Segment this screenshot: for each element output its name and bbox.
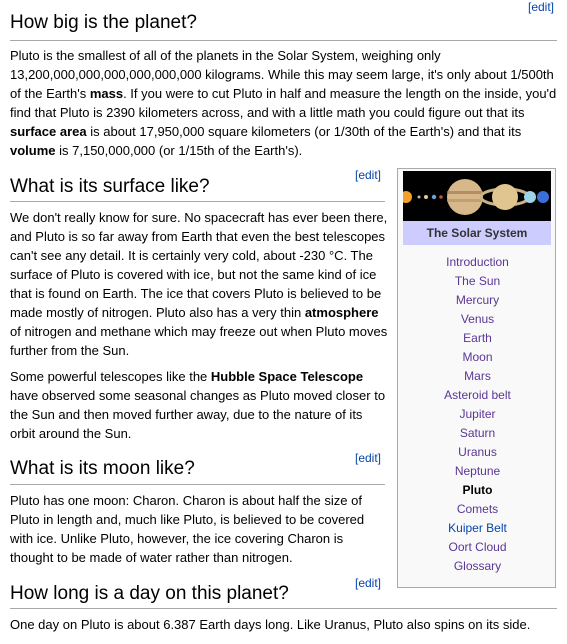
infobox-item-mars[interactable] xyxy=(398,367,557,386)
infobox-item-label[interactable]: Mercury xyxy=(455,293,500,307)
infobox-item-pluto xyxy=(398,481,557,500)
infobox-item-label[interactable]: Venus xyxy=(460,312,495,326)
paragraph-day: One day on Pluto is about 6.387 Earth days long. Like Uranus, Pluto also spins on its side. xyxy=(10,617,531,632)
paragraph-moon: Pluto has one moon: Charon. Charon is about half the size of Pluto in length and, much like Pluto, is believed to be covered with ice. Unlike Pluto, however, the ice covering Charon is thought to be made of water rather than nitrogen. xyxy=(10,493,365,565)
infobox-item-label[interactable]: Asteroid belt xyxy=(444,388,511,402)
infobox-item-label[interactable]: Glossary xyxy=(453,559,502,573)
infobox-item-glossary[interactable] xyxy=(398,557,557,576)
infobox-item-label[interactable]: Moon xyxy=(462,350,493,364)
infobox-item-label[interactable]: Neptune xyxy=(454,464,501,478)
paragraph-surface-1: We don't really know for sure. No spacecraft has ever been there, and Pluto is so far away from Earth that even the best telescopes can't see any detail. It is certainly very cold, about -230 °C. The surface of Pluto is covered with ice, but not the same kind of ice that is found on Earth. The ice that covers Pluto is believed to be made mostly of nitrogen. Pluto also has a very thin atmosphere of nitrogen and methane which may freeze out when Pluto moves further from the Sun. xyxy=(10,210,388,358)
infobox-item-label[interactable]: Oort Cloud xyxy=(448,540,507,554)
infobox-item-uranus[interactable] xyxy=(398,443,557,462)
infobox-item-oort-cloud[interactable] xyxy=(398,538,557,557)
volume-term: volume xyxy=(10,143,56,158)
infobox-item-label[interactable]: Comets xyxy=(456,502,499,516)
infobox-item-venus[interactable] xyxy=(398,310,557,329)
divider xyxy=(10,608,557,609)
infobox-item-saturn[interactable] xyxy=(398,424,557,443)
infobox-item-the-sun[interactable] xyxy=(398,272,557,291)
infobox-item-label: Pluto xyxy=(462,483,493,497)
infobox-item-label[interactable]: Mars xyxy=(464,369,491,383)
heading-surface: What is its surface like? xyxy=(10,176,210,197)
edit-link-surface[interactable]: [edit] xyxy=(355,168,382,182)
infobox-item-comets[interactable] xyxy=(398,500,557,519)
infobox-item-label[interactable]: The Sun xyxy=(454,274,501,288)
paragraph-surface-2: Some powerful telescopes like the Hubble Space Telescope have observed some seasonal changes as Pluto moved closer to the Sun and then moved further away, due to the nature of its orbit around the Sun. xyxy=(10,369,386,441)
infobox-item-neptune[interactable] xyxy=(398,462,557,481)
heading-moon: What is its moon like? xyxy=(10,458,195,479)
infobox-item-jupiter[interactable] xyxy=(398,405,557,424)
infobox-item-earth[interactable] xyxy=(398,329,557,348)
infobox-item-label[interactable]: Earth xyxy=(463,331,492,345)
infobox-item-label[interactable]: Uranus xyxy=(458,445,497,459)
edit-link-day[interactable]: [edit] xyxy=(355,576,382,590)
solar-system-image xyxy=(403,171,551,223)
solar-system-infobox xyxy=(397,168,556,588)
infobox-title: The Solar System xyxy=(403,221,551,245)
infobox-item-label[interactable]: Kuiper Belt xyxy=(448,521,507,535)
divider xyxy=(10,40,557,41)
infobox-item-label[interactable]: Jupiter xyxy=(459,407,496,421)
surface-area-term: surface area xyxy=(10,124,87,139)
heading-size: How big is the planet? xyxy=(10,12,197,33)
paragraph-size: Pluto is the smallest of all of the planets in the Solar System, weighing only 13,200,000,000,000,000,000,000 kilograms. While this may seem large, it's only about 1/500th of the Earth's mass. If you were to cut Pluto in half and measure the length on the inside, you'd find that Pluto is 2390 kilometers across, and with a little math you could figure out that its surface area is about 17,950,000 square kilometers (or 1/30th of the Earth's) and that its volume is 7,150,000,000 (or 1/15th of the Earth's). xyxy=(10,48,557,158)
mass-term: mass xyxy=(89,86,124,101)
edit-link-moon[interactable]: [edit] xyxy=(355,451,382,465)
infobox-item-introduction[interactable] xyxy=(398,253,557,272)
heading-day: How long is a day on this planet? xyxy=(10,583,289,604)
infobox-item-kuiper-belt[interactable] xyxy=(398,519,557,538)
hubble-term: Hubble Space Telescope xyxy=(210,369,364,384)
divider xyxy=(10,484,385,485)
infobox-item-label[interactable]: Introduction xyxy=(446,255,509,269)
divider xyxy=(10,201,385,202)
infobox-item-mercury[interactable] xyxy=(398,291,557,310)
edit-link-size[interactable]: [edit] xyxy=(528,0,555,14)
infobox-item-asteroid-belt[interactable] xyxy=(398,386,557,405)
infobox-item-label[interactable]: Saturn xyxy=(459,426,496,440)
atmosphere-term: atmosphere xyxy=(304,305,379,320)
infobox-item-moon[interactable] xyxy=(398,348,557,367)
